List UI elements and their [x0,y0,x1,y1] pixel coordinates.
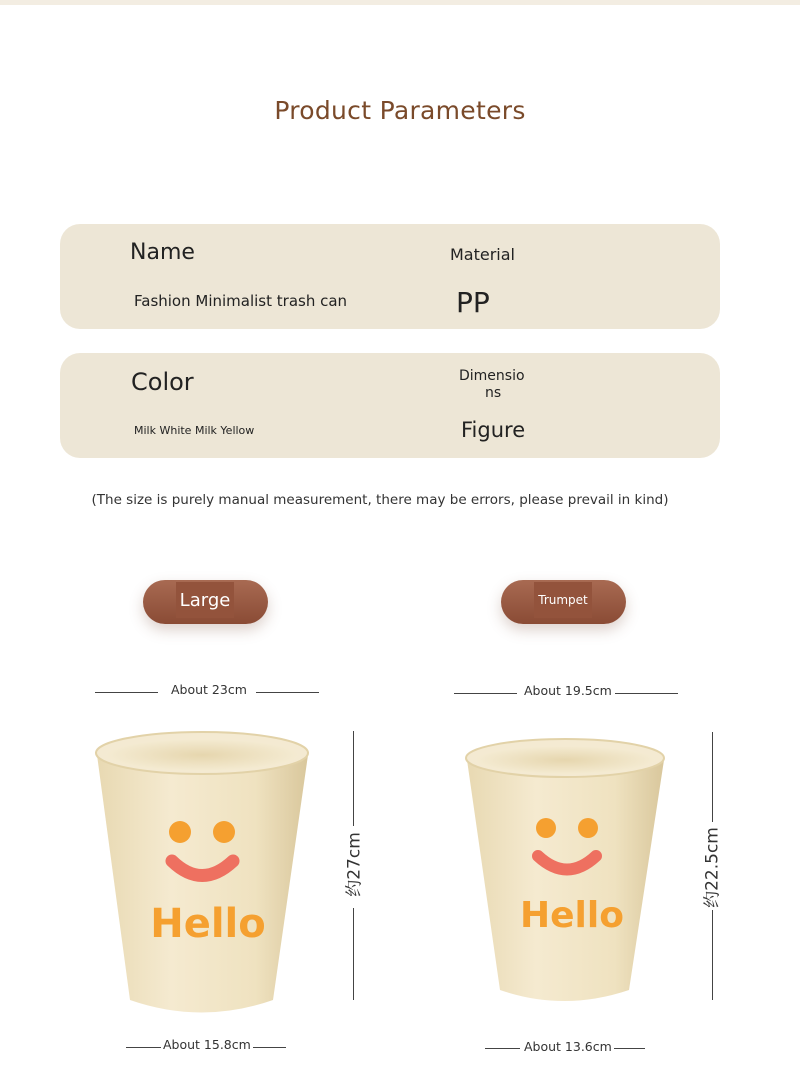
trumpet-can-opening [475,746,655,774]
large-can-opening [106,739,298,771]
params-card-color-dimensions [60,353,720,458]
material-value: PP [456,286,490,319]
trumpet-smile-right-eye [578,818,598,838]
dimensions-value: Figure [461,418,526,442]
large-hello-text: Hello [150,901,266,947]
large-height: 约27cm [344,832,365,897]
dimensions-label-line2: ns [485,385,502,401]
trumpet-bottom-width-line-left [485,1048,520,1049]
dimensions-label-line1: Dimensio [459,368,525,384]
size-tab-trumpet-label: Trumpet [534,582,592,618]
large-bottom-width-line-right [253,1047,286,1048]
trumpet-height: 约22.5cm [702,827,723,908]
large-top-width: About 23cm [171,682,247,697]
measurement-note: (The size is purely manual measurement, there may be errors, please prevail in kind) [91,492,669,508]
params-card-name-material [60,224,720,329]
trumpet-bottom-width-line-right [614,1048,645,1049]
large-can-body [97,755,308,1013]
large-bottom-width: About 15.8cm [163,1037,251,1052]
large-height-line-bottom [353,908,354,1000]
size-tab-large-label: Large [176,582,234,618]
trumpet-smile-left-eye [536,818,556,838]
large-top-width-line-right [256,692,319,693]
large-height-line-top [353,731,354,826]
color-value: Milk White Milk Yellow [134,424,255,437]
trumpet-can-body [467,760,664,1001]
size-tab-large[interactable] [143,580,268,624]
trumpet-height-line-top [712,732,713,822]
page-title: Product Parameters [274,96,526,125]
color-label: Color [131,368,194,396]
large-top-width-line-left [95,692,158,693]
size-tab-trumpet[interactable] [501,580,626,624]
name-value: Fashion Minimalist trash can [134,292,348,310]
large-trash-can-image [90,725,320,1020]
material-label: Material [450,245,515,264]
large-smile-left-eye [169,821,191,843]
large-smile-right-eye [213,821,235,843]
trumpet-height-line-bottom [712,910,713,1000]
trumpet-top-width-line-left [454,693,517,694]
top-border [0,0,800,5]
large-bottom-width-line-left [126,1047,161,1048]
trumpet-top-width: About 19.5cm [524,683,612,698]
trumpet-top-width-line-right [615,693,678,694]
trumpet-bottom-width: About 13.6cm [524,1039,612,1054]
trumpet-trash-can-image [460,730,670,1010]
name-label: Name [130,240,195,265]
trumpet-hello-text: Hello [520,895,624,936]
